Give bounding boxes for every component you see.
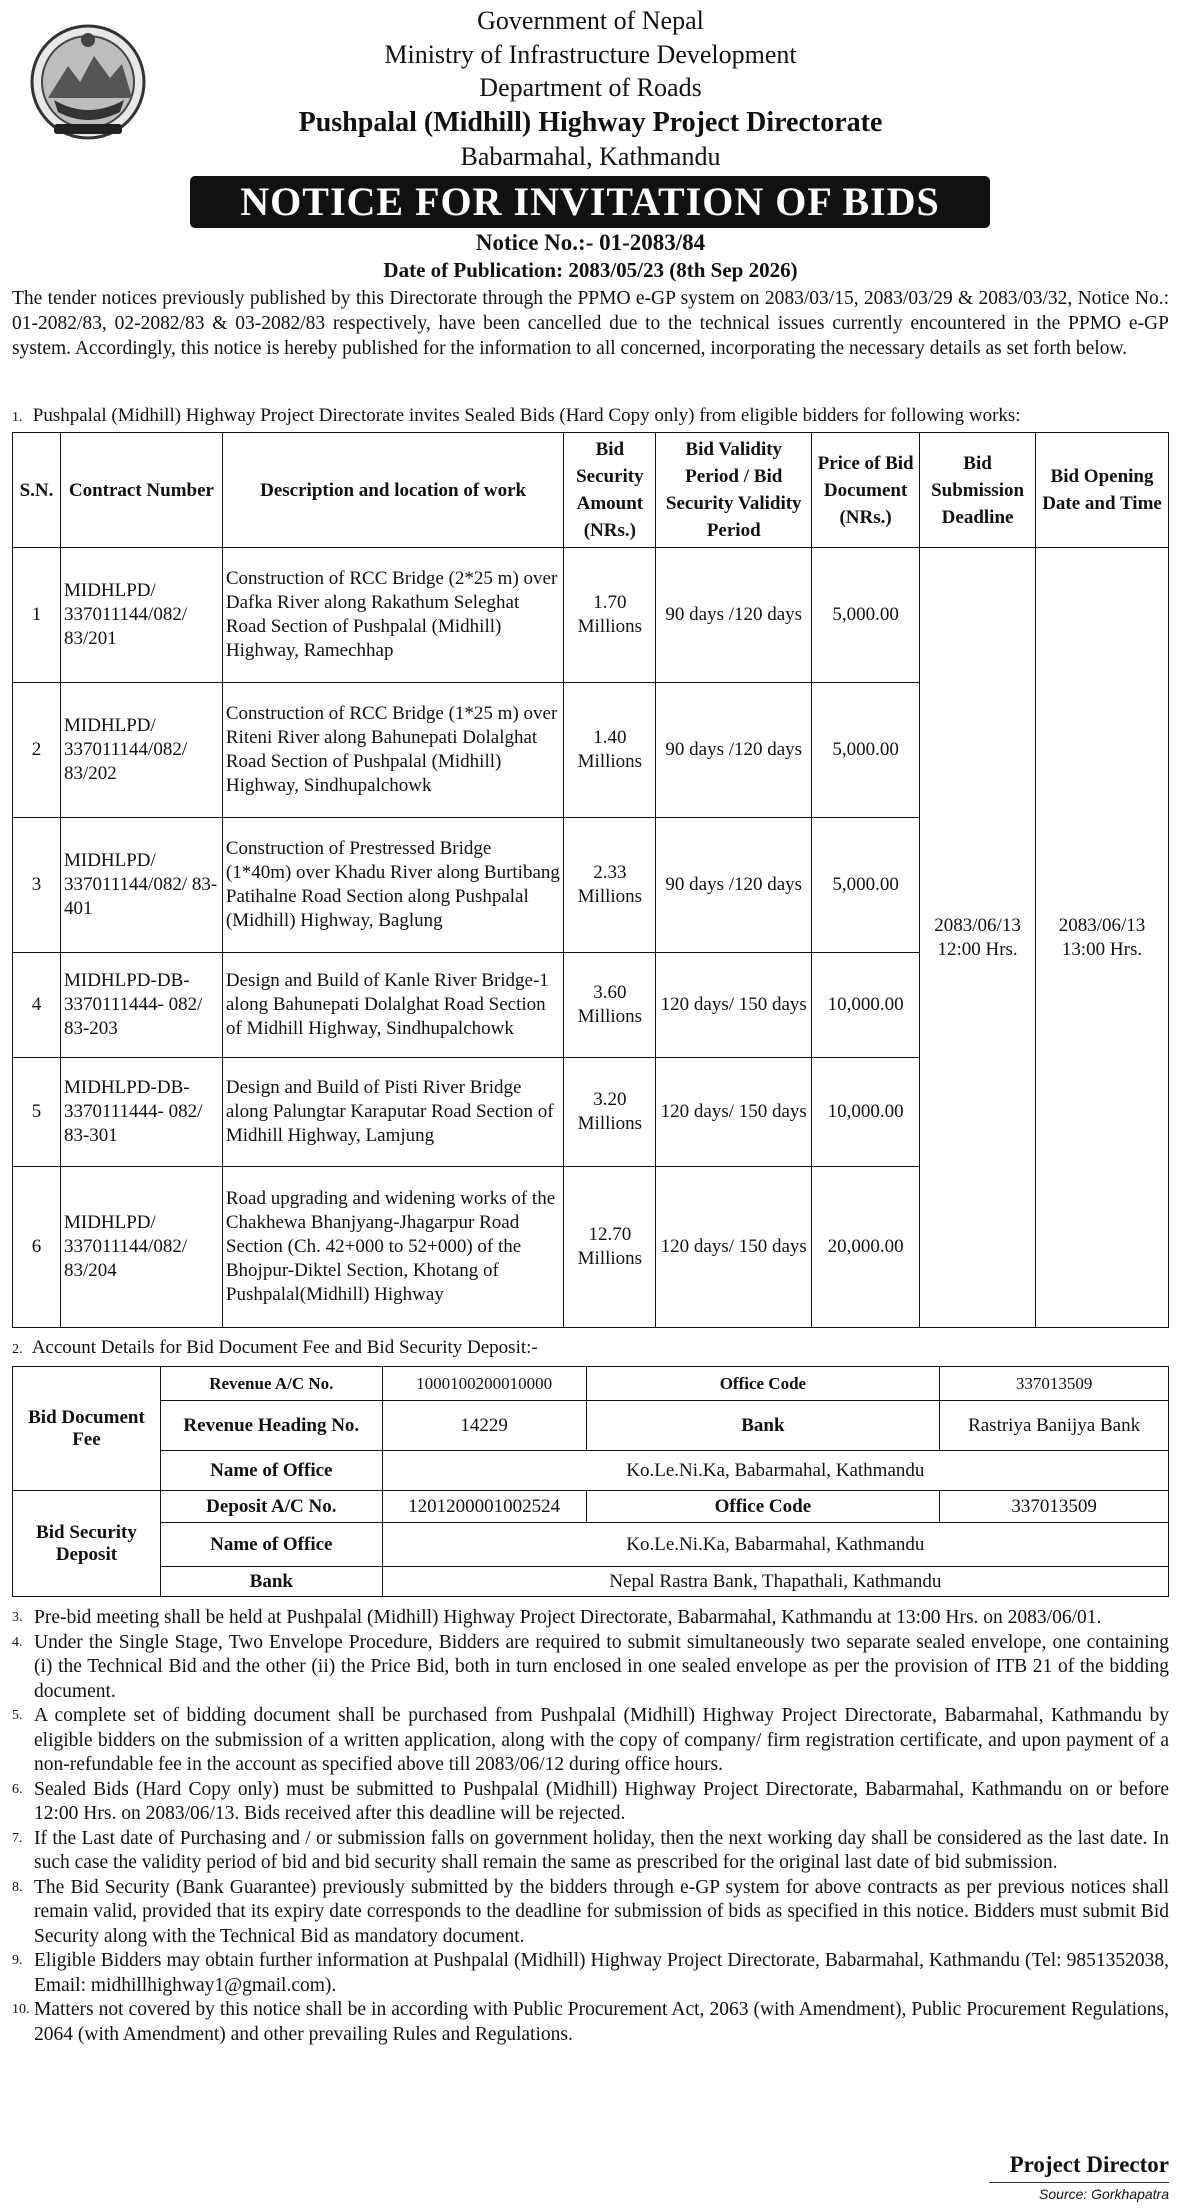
item-number: 6. bbox=[12, 1781, 23, 1797]
header-contract: Contract Number bbox=[60, 433, 222, 548]
row-description: Construction of RCC Bridge (1*25 m) over Riteni River along Bahunepati Dolalghat Road Section of Pushpalal (Midhill) Highway, Sindhupalchowk bbox=[222, 683, 564, 818]
ministry-line: Ministry of Infrastructure Development bbox=[384, 40, 797, 69]
fee-label: Bid Document Fee bbox=[13, 1367, 161, 1491]
point-2 bbox=[12, 1336, 1172, 1362]
account-row bbox=[13, 1491, 1169, 1523]
account-row bbox=[13, 1401, 1169, 1451]
deposit-ac-label: Deposit A/C No. bbox=[160, 1491, 382, 1523]
department-line: Department of Roads bbox=[479, 73, 702, 102]
deposit-office-name-value: Ko.Le.Ni.Ka, Babarmahal, Kathmandu bbox=[382, 1523, 1168, 1567]
deposit-ac-value: 1201200001002524 bbox=[382, 1491, 586, 1523]
item-text: If the Last date of Purchasing and / or submission falls on government holiday, then the next working day shall be considered as the last date. In such case the validity period of bid and bid security shall remain the same as prescribed for the original last date of bid submission. bbox=[34, 1827, 1169, 1873]
row-price: 5,000.00 bbox=[812, 683, 920, 818]
row-contract: MIDHLPD/ 337011144/082/ 83/201 bbox=[60, 548, 222, 683]
header-description: Description and location of work bbox=[222, 433, 564, 548]
item-text: Pre-bid meeting shall be held at Pushpalal (Midhill) Highway Project Directorate, Babarmahal, Kathmandu at 13:00 Hrs. on 2083/06/01. bbox=[34, 1607, 1102, 1628]
deposit-bank-value: Nepal Rastra Bank, Thapathali, Kathmandu bbox=[382, 1567, 1168, 1597]
source-credit: Source: Gorkhapatra bbox=[1039, 2186, 1169, 2202]
signature: Project Director bbox=[1009, 2152, 1169, 2177]
item-number: 10. bbox=[12, 2002, 30, 2017]
deposit-office-code-label: Office Code bbox=[586, 1491, 940, 1523]
item-number: 8. bbox=[12, 1879, 23, 1895]
row-validity: 120 days/ 150 days bbox=[656, 953, 812, 1058]
item-number: 5. bbox=[12, 1708, 23, 1723]
row-sn: 5 bbox=[13, 1058, 61, 1167]
govt-line: Government of Nepal bbox=[477, 6, 704, 35]
office-code-value: 337013509 bbox=[940, 1367, 1169, 1401]
row-sn: 6 bbox=[13, 1167, 61, 1328]
source-divider bbox=[989, 2182, 1169, 2183]
deposit-office-code-value: 337013509 bbox=[940, 1491, 1169, 1523]
office-code-label: Office Code bbox=[586, 1367, 940, 1401]
row-contract: MIDHLPD/ 337011144/082/ 83/202 bbox=[60, 683, 222, 818]
notice-items bbox=[12, 1606, 1169, 2047]
item-number: 4. bbox=[12, 1634, 23, 1650]
row-description: Road upgrading and widening works of the Chakhewa Bhanjyang-Jhagarpur Road Section (Ch. 42+000 to 52+000) of the Bhojpur-Diktel Section, Khotang of Pushpalal(Midhill) Highway bbox=[222, 1167, 564, 1328]
account-row bbox=[13, 1367, 1169, 1401]
row-price: 5,000.00 bbox=[812, 548, 920, 683]
row-price: 10,000.00 bbox=[812, 953, 920, 1058]
fee-bank-value: Rastriya Banijya Bank bbox=[940, 1401, 1169, 1451]
directorate-line: Pushpalal (Midhill) Highway Project Directorate bbox=[298, 107, 883, 138]
row-validity: 120 days/ 150 days bbox=[656, 1058, 812, 1167]
account-table bbox=[12, 1366, 1169, 1597]
opening-time: 2083/06/13 13:00 Hrs. bbox=[1036, 548, 1169, 1328]
revenue-heading-label: Revenue Heading No. bbox=[160, 1401, 382, 1451]
deposit-label: Bid Security Deposit bbox=[13, 1491, 161, 1597]
row-security: 3.20 Millions bbox=[564, 1058, 656, 1167]
item-text: The Bid Security (Bank Guarantee) previously submitted by the bidders through e-GP system for above contracts as per previous notices shall remain valid, provided that its expiry date corresponds to the deadline for submission of bids as specified in this notice. Bidders must submit Bid Security along with the Technical Bid as mandatory document. bbox=[34, 1876, 1169, 1947]
revenue-ac-value: 1000100200010000 bbox=[382, 1367, 586, 1401]
row-description: Design and Build of Pisti River Bridge along Palungtar Karaputar Road Section of Midhill Highway, Lamjung bbox=[222, 1058, 564, 1167]
row-contract: MIDHLPD-DB- 3370111444- 082/ 83-301 bbox=[60, 1058, 222, 1167]
row-security: 2.33 Millions bbox=[564, 818, 656, 953]
point-1-text: Pushpalal (Midhill) Highway Project Directorate invites Sealed Bids (Hard Copy only) from eligible bidders for following works: bbox=[32, 405, 1021, 426]
fee-office-name-label: Name of Office bbox=[160, 1451, 382, 1491]
table-row bbox=[13, 548, 1169, 683]
row-security: 1.70 Millions bbox=[564, 548, 656, 683]
works-table bbox=[12, 432, 1169, 1328]
row-security: 1.40 Millions bbox=[564, 683, 656, 818]
row-validity: 120 days/ 150 days bbox=[656, 1167, 812, 1328]
notice-number: Notice No.:- 01-2083/84 bbox=[475, 230, 706, 255]
row-contract: MIDHLPD-DB- 3370111444- 082/ 83-203 bbox=[60, 953, 222, 1058]
deposit-office-name-label: Name of Office bbox=[160, 1523, 382, 1567]
row-description: Design and Build of Kanle River Bridge-1 along Bahunepati Dolalghat Road Section of Midhill Highway, Sindhupalchowk bbox=[222, 953, 564, 1058]
item-text: Eligible Bidders may obtain further information at Pushpalal (Midhill) Highway Project Directorate, Babarmahal, Kathmandu (Tel: 9851352038, Email: midhillhighway1@gmail.com). bbox=[34, 1950, 1169, 1996]
list-item bbox=[12, 1876, 1169, 1950]
notice-banner: NOTICE FOR INVITATION OF BIDS bbox=[190, 176, 990, 228]
row-sn: 3 bbox=[13, 818, 61, 953]
list-item bbox=[12, 1778, 1169, 1827]
submission-deadline: 2083/06/13 12:00 Hrs. bbox=[920, 548, 1036, 1328]
point-2-text: Account Details for Bid Document Fee and Bid Security Deposit:- bbox=[31, 1337, 538, 1358]
row-price: 5,000.00 bbox=[812, 818, 920, 953]
row-sn: 1 bbox=[13, 548, 61, 683]
row-validity: 90 days /120 days bbox=[656, 683, 812, 818]
revenue-ac-label: Revenue A/C No. bbox=[160, 1367, 382, 1401]
header-validity: Bid Validity Period / Bid Security Validity Period bbox=[656, 433, 812, 548]
row-security: 12.70 Millions bbox=[564, 1167, 656, 1328]
list-item bbox=[12, 1949, 1169, 1998]
list-item bbox=[12, 1827, 1169, 1876]
point-2-number: 2. bbox=[12, 1342, 23, 1357]
row-security: 3.60 Millions bbox=[564, 953, 656, 1058]
row-validity: 90 days /120 days bbox=[656, 548, 812, 683]
header-price: Price of Bid Document (NRs.) bbox=[812, 433, 920, 548]
list-item bbox=[12, 1998, 1169, 2047]
row-price: 10,000.00 bbox=[812, 1058, 920, 1167]
row-sn: 4 bbox=[13, 953, 61, 1058]
publication-date: Date of Publication: 2083/05/23 (8th Sep 2026) bbox=[383, 258, 798, 282]
row-validity: 90 days /120 days bbox=[656, 818, 812, 953]
account-row bbox=[13, 1451, 1169, 1491]
row-contract: MIDHLPD/ 337011144/082/ 83-401 bbox=[60, 818, 222, 953]
works-header-row bbox=[13, 433, 1169, 548]
point-1-number: 1. bbox=[12, 410, 23, 425]
intro-paragraph: The tender notices previously published by this Directorate through the PPMO e-GP system on 2083/03/15, 2083/03/29 & 2083/03/32, Notice No.: 01-2082/83, 02-2082/83 & 03-2082/83 respectively, have been cancelled due to the technical issues currently encountered in the PPMO e-GP system. Accordingly, this notice is hereby published for the information to all concerned, incorporating the necessary details as set forth below. bbox=[12, 288, 1169, 359]
list-item bbox=[12, 1704, 1169, 1778]
item-number: 9. bbox=[12, 1953, 23, 1968]
row-description: Construction of RCC Bridge (2*25 m) over Dafka River along Rakathum Seleghat Road Section of Pushpalal (Midhill) Highway, Ramechhap bbox=[222, 548, 564, 683]
item-number: 3. bbox=[12, 1610, 23, 1625]
list-item bbox=[12, 1631, 1169, 1705]
row-price: 20,000.00 bbox=[812, 1167, 920, 1328]
fee-office-name-value: Ko.Le.Ni.Ka, Babarmahal, Kathmandu bbox=[382, 1451, 1168, 1491]
item-text: Matters not covered by this notice shall be in according with Public Procurement Act, 2063 (with Amendment), Public Procurement Regulations, 2064 (with Amendment) and other prevailing Rules and Regulations. bbox=[34, 1999, 1169, 2045]
row-description: Construction of Prestressed Bridge (1*40m) over Khadu River along Burtibang Patihalne Road Section along Pushpalal (Midhill) Highway, Baglung bbox=[222, 818, 564, 953]
item-number: 7. bbox=[12, 1830, 23, 1846]
account-row bbox=[13, 1567, 1169, 1597]
header-opening: Bid Opening Date and Time bbox=[1036, 433, 1169, 548]
account-row bbox=[13, 1523, 1169, 1567]
row-sn: 2 bbox=[13, 683, 61, 818]
header-submission: Bid Submission Deadline bbox=[920, 433, 1036, 548]
revenue-heading-value: 14229 bbox=[382, 1401, 586, 1451]
row-contract: MIDHLPD/ 337011144/082/ 83/204 bbox=[60, 1167, 222, 1328]
address-line: Babarmahal, Kathmandu bbox=[460, 142, 721, 171]
header-sn: S.N. bbox=[13, 433, 61, 548]
item-text: Sealed Bids (Hard Copy only) must be submitted to Pushpalal (Midhill) Highway Project Directorate, Babarmahal, Kathmandu on or before 12:00 Hrs. on 2083/06/13. Bids received after this deadline will be rejected. bbox=[34, 1778, 1169, 1824]
fee-bank-label: Bank bbox=[586, 1401, 940, 1451]
item-text: A complete set of bidding document shall be purchased from Pushpalal (Midhill) Highway Project Directorate, Babarmahal, Kathmandu by eligible bidders on the submission of a written application, along with the copy of company/ firm registration certificate, and upon payment of a non-refundable fee in the account as specified above till 2083/06/12 during office hours. bbox=[34, 1705, 1169, 1775]
point-1 bbox=[12, 404, 1177, 430]
item-text: Under the Single Stage, Two Envelope Procedure, Bidders are required to submit simultaneously two separate sealed envelope, one containing (i) the Technical Bid and the other (ii) the Price Bid, both in turn enclosed in one sealed envelope as per the provision of ITB 21 of the bidding document. bbox=[34, 1631, 1169, 1702]
header-security: Bid Security Amount (NRs.) bbox=[564, 433, 656, 548]
deposit-bank-label: Bank bbox=[160, 1567, 382, 1597]
list-item bbox=[12, 1606, 1169, 1631]
